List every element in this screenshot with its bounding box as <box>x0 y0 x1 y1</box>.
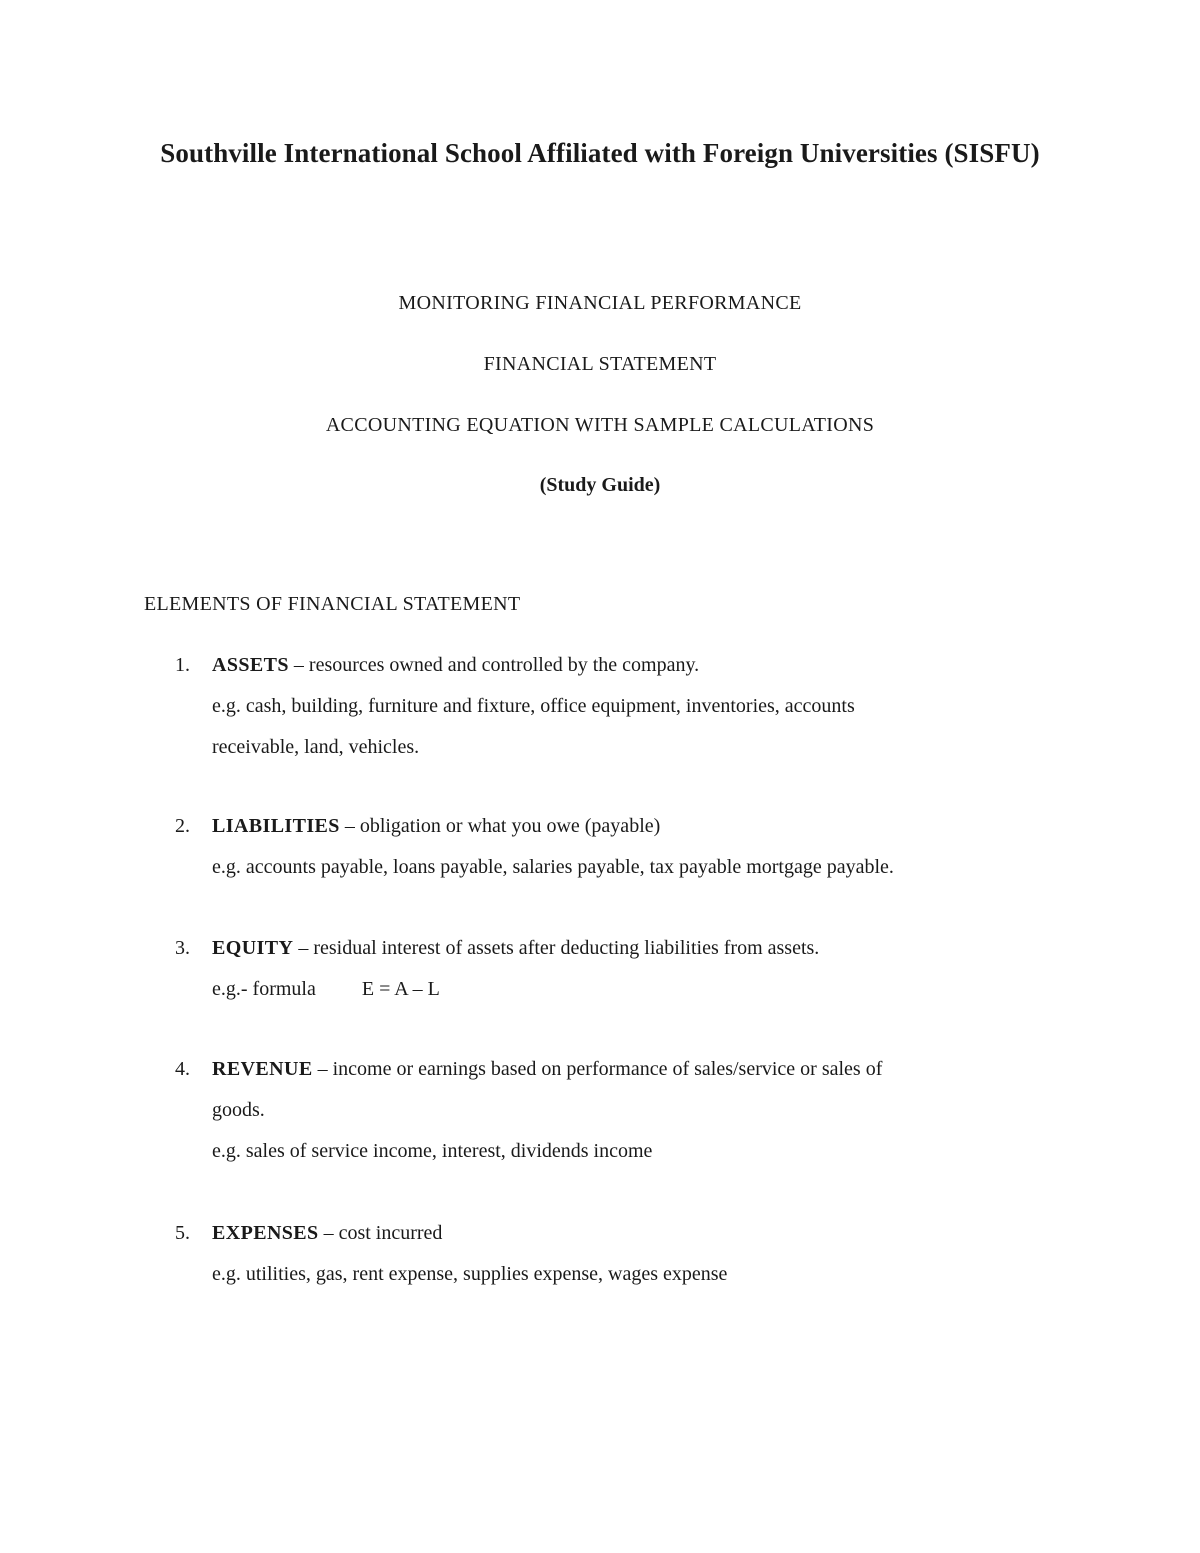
item-definition: – cost incurred <box>318 1222 443 1244</box>
item-term: ASSETS <box>212 654 289 676</box>
item-number: 3. <box>175 937 190 959</box>
item-example: e.g. utilities, gas, rent expense, supplies expense, wages expense <box>212 1263 728 1285</box>
item-example: e.g. cash, building, furniture and fixture, office equipment, inventories, accounts <box>212 695 855 717</box>
item-example <box>212 978 440 1001</box>
item-term: LIABILITIES <box>212 815 340 837</box>
formula-label: e.g.- formula <box>212 978 316 1000</box>
heading-monitoring: MONITORING FINANCIAL PERFORMANCE <box>398 292 802 314</box>
item-definition: – obligation or what you owe (payable) <box>339 815 661 837</box>
item-example: e.g. sales of service income, interest, dividends income <box>212 1140 653 1162</box>
item-definition: – resources owned and controlled by the company. <box>288 654 700 676</box>
item-number: 2. <box>175 815 190 837</box>
item-term: REVENUE <box>212 1058 313 1080</box>
item-definition-line <box>212 1222 442 1245</box>
item-term: EXPENSES <box>212 1222 319 1244</box>
item-definition-continued: goods. <box>212 1099 265 1121</box>
item-definition-line <box>212 1058 882 1081</box>
school-title: Southville International School Affiliated with Foreign Universities (SISFU) <box>160 138 1040 168</box>
item-number: 1. <box>175 654 190 676</box>
item-number: 5. <box>175 1222 190 1244</box>
item-definition-line <box>212 654 699 677</box>
study-guide-label: (Study Guide) <box>539 474 661 496</box>
item-definition: – residual interest of assets after deducting liabilities from assets. <box>293 937 820 959</box>
item-definition: – income or earnings based on performance of sales/service or sales of <box>312 1058 883 1080</box>
item-term: EQUITY <box>212 937 294 959</box>
heading-accounting-equation: ACCOUNTING EQUATION WITH SAMPLE CALCULATIONS <box>325 414 875 436</box>
item-example: e.g. accounts payable, loans payable, salaries payable, tax payable mortgage payable. <box>212 856 894 878</box>
item-definition-line <box>212 937 819 960</box>
item-number: 4. <box>175 1058 190 1080</box>
section-heading: ELEMENTS OF FINANCIAL STATEMENT <box>144 593 521 615</box>
equity-formula: E = A – L <box>361 978 440 1000</box>
item-definition-line <box>212 815 660 838</box>
heading-financial-statement: FINANCIAL STATEMENT <box>483 353 717 375</box>
item-example-continued: receivable, land, vehicles. <box>212 736 420 758</box>
